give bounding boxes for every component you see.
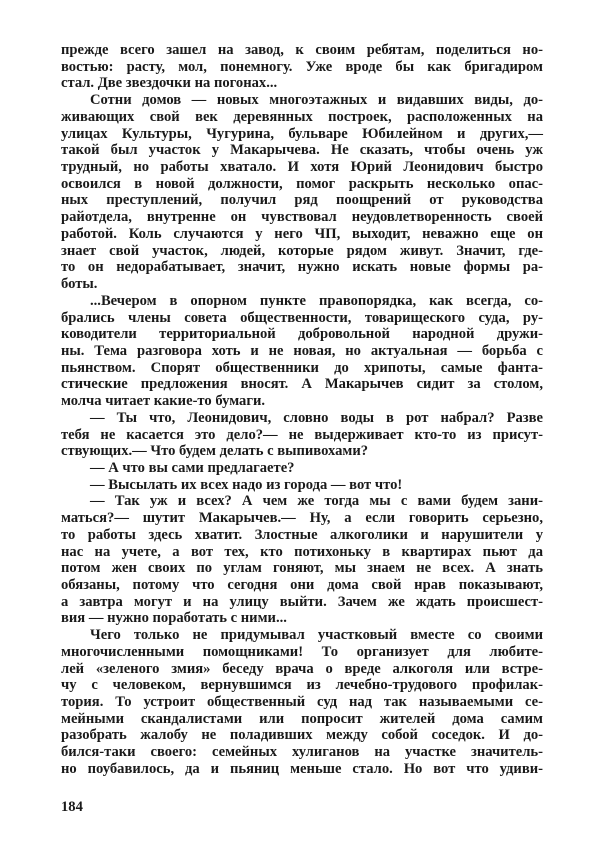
text-line: трудный, но работы хватало. И хотя Юрий Леонидович быстро [61, 159, 543, 176]
text-line: лей «зеленого змия» беседу врача о вреде алкоголя или встре- [61, 660, 543, 677]
text-line: востью: расту, мол, понемногу. Уже вроде бы как бригадиром [61, 58, 543, 75]
text-line: но поубавилось, да и пьяниц меньше стало. Но вот что удиви- [61, 760, 543, 777]
text-line: боты. [61, 276, 98, 293]
text-line: брались члены совета общественности, товарищеского суда, ру- [61, 309, 543, 326]
text-line: молча читает какие-то бумаги. [61, 393, 266, 410]
text-line: работой. Коль случаются у него ЧП, выходит, неважно еще он [61, 225, 543, 242]
paragraph [61, 92, 543, 293]
text-line: а завтра могут и на улицу выйти. Зачем же ждать происшест- [61, 593, 543, 610]
text-line: — Так уж и всех? А чем же тогда мы с вами будем зани- [90, 493, 543, 510]
paragraph [61, 293, 543, 410]
paragraph [61, 460, 543, 477]
text-line: нас на учете, а вот тех, кто потихоньку в квартирах пьют да [61, 543, 543, 560]
paragraph [61, 410, 543, 460]
text-line: разобрать жалобу не поладивших между собой соседок. И до- [61, 727, 543, 744]
text-line: райотдела, внутренне он чувствовал неудовлетворенность своей [61, 209, 543, 226]
text-line: — Высылать их всех надо из города — вот что! [90, 476, 403, 493]
text-line: — А что вы сами предлагаете? [90, 459, 295, 476]
text-line: Чего только не придумывал участковый вместе со своими [90, 627, 543, 644]
text-line: прежде всего зашел на завод, к своим ребятам, поделиться но- [61, 42, 543, 58]
text-line: стические предложения вносят. А Макарычев сидит за столом, [61, 376, 543, 393]
text-line: то он недорабатывает, значит, нужно искать новые формы ра- [61, 259, 543, 276]
paragraph [61, 627, 543, 777]
paragraph [61, 493, 543, 627]
text-line: ...Вечером в опорном пункте правопорядка, как всегда, со- [90, 292, 543, 309]
text-line: знает свой участок, людей, которые рядом живут. Значит, где- [61, 242, 543, 259]
text-line: улицах Культуры, Чугурина, бульваре Юбилейном и других,— [61, 125, 543, 142]
text-line: ны. Тема разговора хоть и не новая, но актуальная — борьба с [61, 342, 543, 359]
text-line: живающих свой век деревянных построек, расположенных на [61, 108, 543, 125]
page-body-text [61, 42, 543, 778]
text-line: обязаны, потому что сегодня они дома свой нрав показывают, [61, 577, 543, 593]
text-line: потом жен своих по углам гоняют, мы знаем не всех. А знать [61, 560, 543, 577]
text-line: мейными скандалистами или попросит жителей дома самим [61, 710, 543, 727]
text-line: многочисленными помощниками! То организует для любите- [61, 643, 543, 660]
text-line: вия — нужно поработать с ними... [61, 610, 287, 627]
text-line: пьянством. Спорят общественники до хрипоты, самые фанта- [61, 359, 543, 376]
text-line: маться?— шутит Макарычев.— Ну, а если говорить серьезно, [61, 510, 543, 527]
text-line: — Ты что, Леонидович, словно воды в рот набрал? Разве [90, 409, 543, 426]
text-line: ствующих.— Что будем делать с выпивохами? [61, 443, 369, 460]
text-line: то работы здесь хватит. Злостные алкоголики и нарушители у [61, 526, 543, 543]
text-line: стал. Две звездочки на погонах... [61, 75, 278, 92]
text-line: тебя не касается это дело?— не выдерживает кто-то из присут- [61, 426, 543, 443]
text-line: такой был участок у Макарычева. Не сказать, чтобы очень уж [61, 142, 543, 159]
text-line: тория. То устроит общественный суд над так называемыми се- [61, 694, 543, 711]
text-line: освоился в новой должности, помог раскрыть несколько опас- [61, 175, 543, 192]
page-number: 184 [61, 799, 83, 815]
text-line: Сотни домов — новых многоэтажных и видавших виды, до- [90, 92, 543, 109]
text-line: чу с человеком, вернувшимся из лечебно-трудового профилак- [61, 677, 543, 694]
paragraph [61, 477, 543, 494]
text-line: ных преступлений, получил ряд поощрений от руководства [61, 192, 543, 209]
paragraph [61, 42, 543, 92]
text-line: ководители территориальной добровольной народной дружи- [61, 326, 543, 343]
text-line: бился-таки своего: семейных хулиганов на участке значитель- [61, 744, 543, 761]
